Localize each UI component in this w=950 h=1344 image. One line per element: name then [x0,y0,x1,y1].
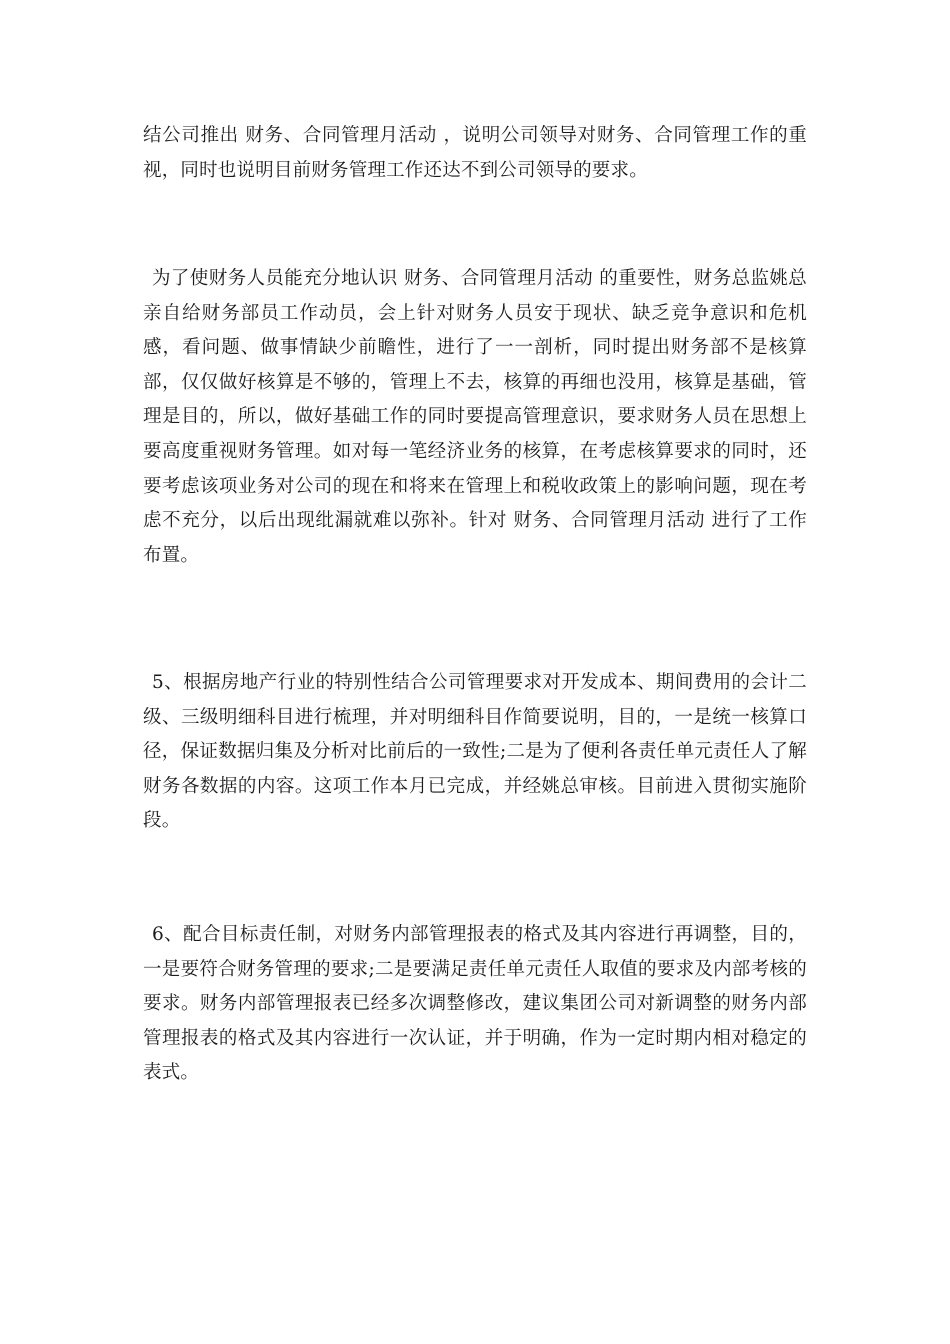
paragraph-intro-continuation: 结公司推出 财务、合同管理月活动 ，说明公司领导对财务、合同管理工作的重视，同时也说明目前财务管理工作还达不到公司领导的要求。 [143,125,807,181]
paragraph-item-6: 6、配合目标责任制，对财务内部管理报表的格式及其内容进行再调整，目的，一是要符合财务管理的要求;二是要满足责任单元责任人取值的要求及内部考核的要求。财务内部管理报表已经多次调整修改，建议集团公司对新调整的财务内部管理报表的格式及其内容进行一次认证，并于明确，作为一定时期内相对稳定的表式。 [143,924,807,1084]
paragraph-item-5: 5、根据房地产行业的特别性结合公司管理要求对开发成本、期间费用的会计二级、三级明细科目进行梳理，并对明细科目作简要说明，目的，一是统一核算口径，保证数据归集及分析对比前后的一致性;二是为了便利各责任单元责任人了解财务各数据的内容。这项工作本月已完成，并经姚总审核。目前进入贯彻实施阶段。 [143,672,807,832]
paragraph-mobilization: 为了使财务人员能充分地认识 财务、合同管理月活动 的重要性，财务总监姚总亲自给财务部员工作动员，会上针对财务人员安于现状、缺乏竞争意识和危机感，看问题、做事情缺少前瞻性，进行了一一剖析，同时提出财务部不是核算部，仅仅做好核算是不够的，管理上不去，核算的再细也没用，核算是基础，管理是目的，所以，做好基础工作的同时要提高管理意识，要求财务人员在思想上要高度重视财务管理。如对每一笔经济业务的核算，在考虑核算要求的同时，还要考虑该项业务对公司的现在和将来在管理上和税收政策上的影响问题，现在考虑不充分，以后出现纰漏就难以弥补。针对 财务、合同管理月活动 进行了工作布置。 [143,268,807,566]
